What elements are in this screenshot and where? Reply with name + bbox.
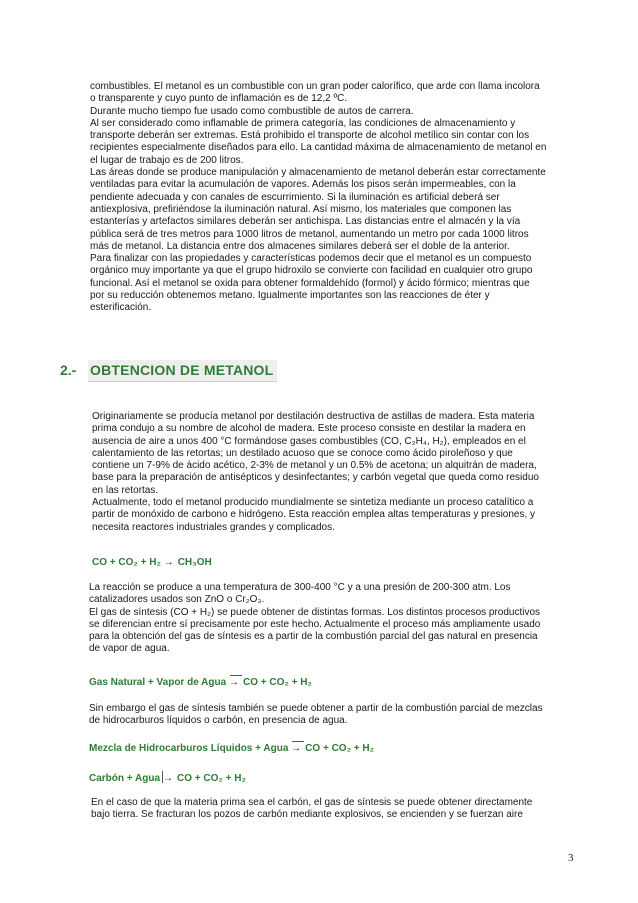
coal-paragraph	[91, 797, 581, 822]
origin-paragraph	[92, 411, 582, 534]
reaction-arrow-icon	[291, 743, 305, 754]
page-number: 3	[568, 852, 574, 864]
mixture-paragraph	[89, 703, 579, 728]
text-line: contiene un 7-9% de ácido acético, 2-3% de metanol y un 0.5% de acetona; un alquitrán de madera,	[92, 460, 537, 472]
text-line: funcional. Así el metanol se oxida para obtener formaldehído (formol) y ácido fórmico; mientras que	[90, 277, 530, 289]
text-line: calentamiento de las retortas; un destilado acuoso que se conoce como ácido piroleñoso y que	[92, 447, 513, 459]
text-line: Originariamente se producía metanol por destilación destructiva de astillas de madera. Esta materia	[92, 411, 535, 422]
section-title: OBTENCION DE METANOL	[88, 360, 277, 382]
text-line: Durante mucho tiempo fue usado como combustible de autos de carrera.	[90, 105, 414, 117]
text-line: de vapor de agua.	[89, 643, 170, 655]
reaction-arrow-icon	[229, 677, 243, 688]
text-line: más de metanol. La distancia entre dos almacenes similares deberá ser el doble de la anterior.	[90, 240, 510, 252]
text-line: en las retortas.	[92, 484, 159, 496]
equation-reactants: Carbón + Agua	[89, 773, 161, 784]
equation-products: CH₃OH	[177, 557, 212, 568]
methanol-synthesis-equation	[92, 557, 212, 568]
text-line: Sin embargo el gas de síntesis también se puede obtener a partir de la combustión parcial de mezclas	[89, 703, 543, 714]
text-line: estanterías y artefactos similares deberán ser antichispa. Las distancias entre el almacén y la vía	[90, 216, 521, 228]
text-line: catalizadores usados son ZnO o Cr₂O₃.	[89, 594, 265, 606]
text-line: Las áreas donde se produce manipulación y almacenamiento de metanol deberán estar correctamente	[90, 167, 546, 179]
equation-reactants: CO + CO₂ + H₂	[92, 557, 161, 568]
equation-products: CO + CO₂ + H₂	[305, 743, 375, 754]
text-line: de hidrocarburos líquidos o carbón, en presencia de agua.	[89, 715, 348, 727]
reaction-arrow-icon	[163, 773, 177, 784]
section-number: 2.-	[60, 362, 77, 378]
text-line: o transparente y cuyo punto de inflamación es de 12,2 ºC.	[90, 93, 348, 105]
text-line: prima condujo a su nombre de alcohol de madera. Este proceso consiste en destilar la madera en	[92, 423, 526, 435]
text-line: base para la preparación de antisépticos y desinfectantes; y carbón vegetal que queda como residuo	[92, 472, 539, 484]
reaction-conditions-paragraph	[89, 582, 579, 656]
text-line: En el caso de que la materia prima sea el carbón, el gas de síntesis se puede obtener directamente	[91, 797, 533, 808]
text-line: Para finalizar con las propiedades y características podemos decir que el metanol es un compuesto	[90, 253, 532, 265]
text-line: para la obtención del gas de síntesis es a partir de la combustión parcial del gas natural en presencia	[89, 631, 538, 643]
text-line: El gas de síntesis (CO + H₂) se puede obtener de distintas formas. Los distintos procesos productivos	[89, 606, 541, 618]
text-line: bajo tierra. Se fracturan los pozos de carbón mediante explosivos, se encienden y se fuerzan aire	[91, 809, 523, 821]
text-line: esterificación.	[90, 302, 152, 314]
text-line: recipientes especialmente diseñados para ello. La cantidad máxima de almacenamiento de metanol en	[90, 142, 547, 154]
text-line: orgánico muy importante ya que el grupo hidroxilo se convierte con facilidad en cualquier otro grupo	[90, 265, 533, 277]
text-line: el lugar de trabajo es de 200 litros.	[90, 154, 244, 166]
text-line: La reacción se produce a una temperatura de 300-400 °C y a una presión de 200-300 atm. Los	[89, 582, 511, 593]
equation-products: CO + CO₂ + H₂	[242, 677, 312, 688]
natural-gas-equation	[89, 677, 312, 688]
text-line: combustibles. El metanol es un combustible con un gran poder calorífico, que arde con llama incolora	[90, 81, 540, 92]
text-line: partir de monóxido de carbono e hidrógeno. Esta reacción emplea altas temperaturas y presiones, y	[92, 509, 536, 521]
text-line: ausencia de aire a unos 400 °C formándose gases combustibles (CO, C₂H₄, H₂), empleados en el	[92, 435, 526, 447]
equation-products: CO + CO₂ + H₂	[177, 773, 246, 784]
text-line: por su reducción obtenemos metano. Igualmente importantes son las reacciones de éter y	[90, 290, 490, 302]
reaction-arrow-icon	[164, 557, 178, 568]
text-line: transporte deberán ser extremas. Está prohibido el transporte de alcohol metílico sin contar con los	[90, 130, 530, 142]
text-line: Al ser considerado como inflamable de primera categoría, las condiciones de almacenamiento y	[90, 117, 516, 129]
equation-reactants: Gas Natural + Vapor de Agua	[89, 677, 227, 688]
hydrocarbon-mix-equation	[89, 743, 374, 754]
text-line: antiexplosiva, prefiriéndose la iluminación natural. Así mismo, los materiales que componen las	[90, 203, 512, 215]
text-line: Actualmente, todo el metanol producido mundialmente se sintetiza mediante un proceso catalítico a	[92, 497, 534, 509]
text-line: se diferencian entre sí precisamente por este hecho. Actualmente el proceso más ampliamente usado	[89, 618, 541, 630]
text-line: pendiente adecuada y con canales de escurrimiento. Si la iluminación es artificial deberá ser	[90, 191, 500, 203]
text-line: necesita reactores industriales grandes y complicados.	[92, 521, 335, 533]
text-line: pública será de tres metros para 1000 litros de metanol, aumentando un metro por cada 1000 litros	[90, 228, 529, 240]
text-line: ventiladas para evitar la acumulación de vapores. Además los pisos serán impermeables, con la	[90, 179, 516, 191]
equation-reactants: Mezcla de Hidrocarburos Líquidos + Agua	[89, 743, 289, 754]
properties-paragraph	[90, 81, 580, 315]
coal-water-equation	[89, 771, 246, 784]
